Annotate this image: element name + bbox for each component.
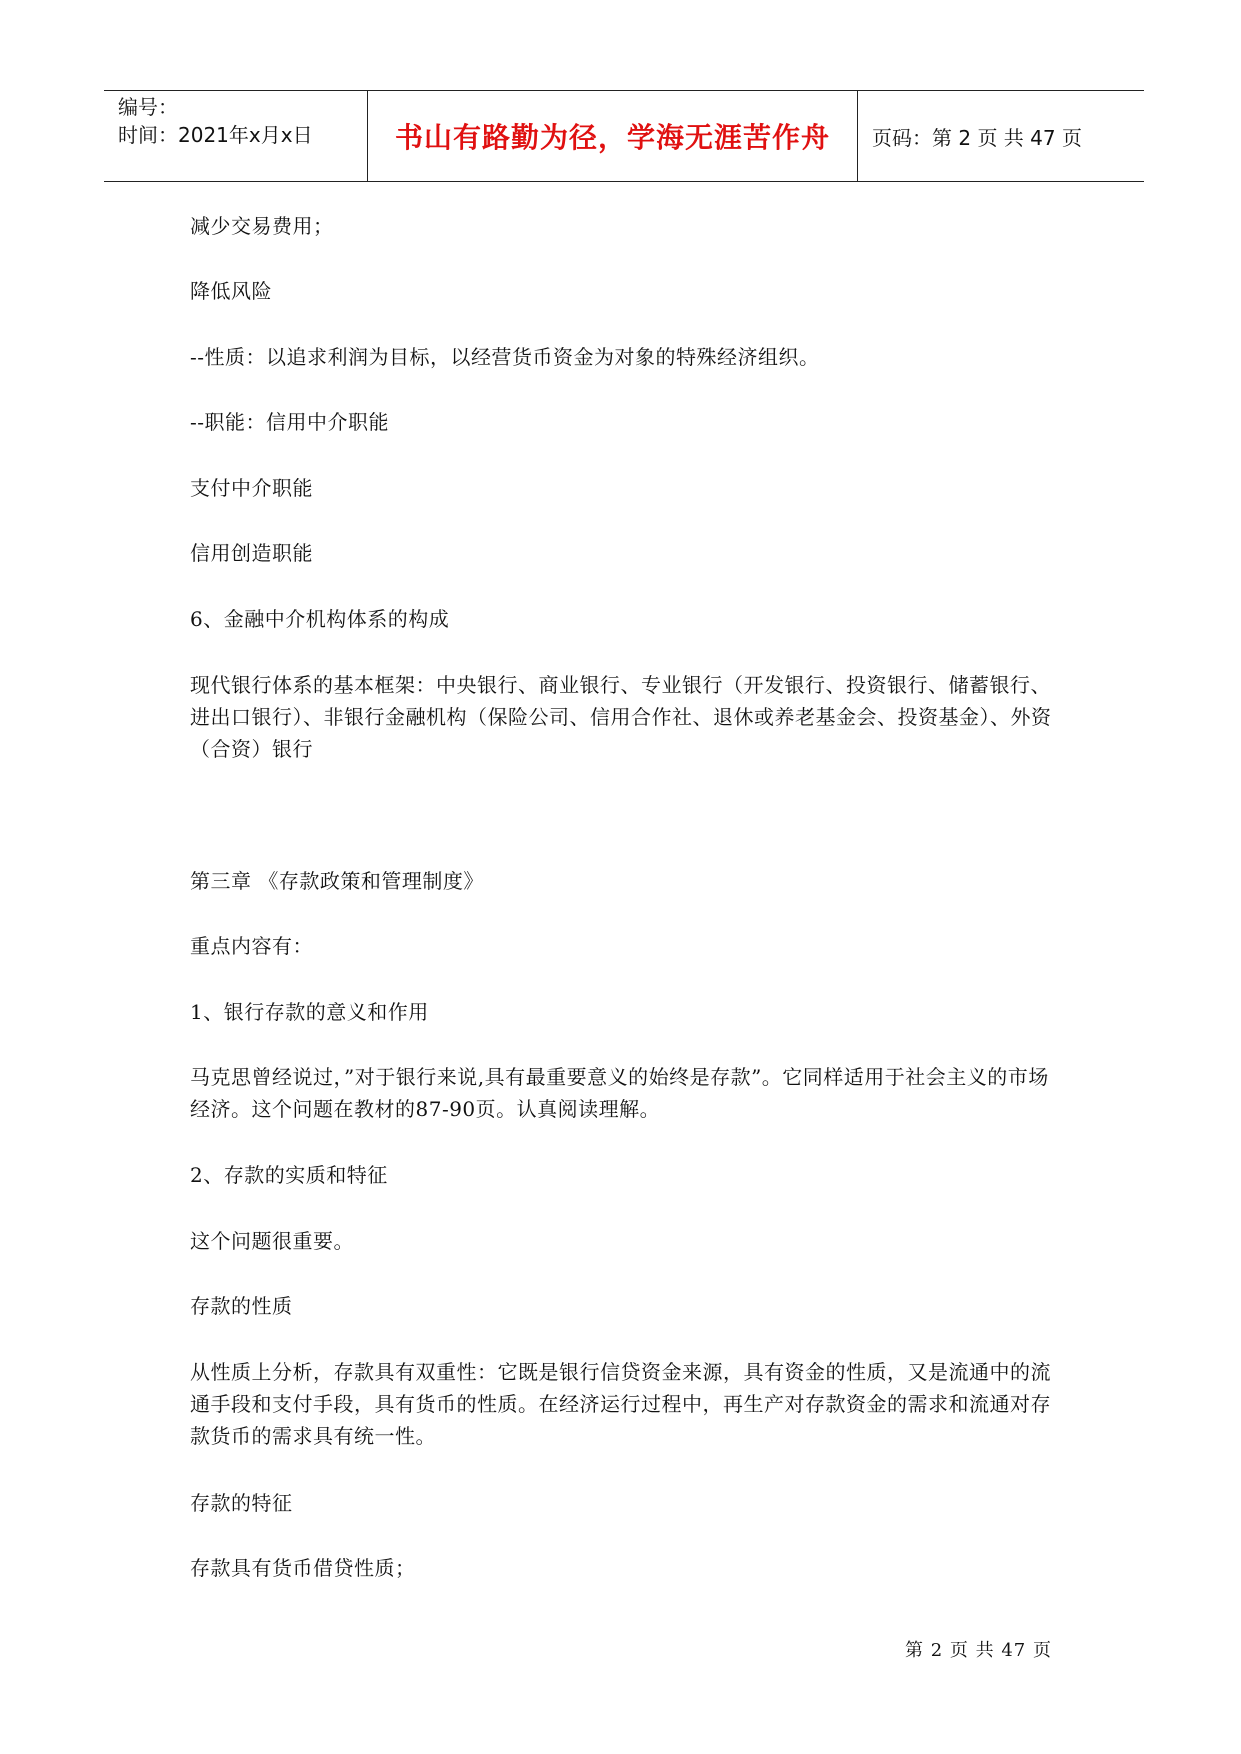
section-heading: 1、银行存款的意义和作用	[190, 1000, 429, 1024]
chapter-title: 第三章 《存款政策和管理制度》	[190, 869, 484, 893]
page-footer: 第 2 页 共 47 页	[905, 1640, 1052, 1661]
body-paragraph: 减少交易费用；	[190, 214, 334, 238]
section-heading: 2、存款的实质和特征	[190, 1163, 388, 1187]
section-heading: 6、金融中介机构体系的构成	[190, 607, 450, 631]
body-paragraph: --性质：以追求利润为目标，以经营货币资金为对象的特殊经济组织。	[190, 345, 820, 369]
header-page-cell	[858, 91, 1144, 181]
motto-text: 书山有路勤为径，学海无涯苦作舟	[394, 121, 830, 154]
body-paragraph: --职能：信用中介职能	[190, 410, 390, 434]
body-paragraph: 存款的特征	[190, 1491, 293, 1515]
body-paragraph: 信用创造职能	[190, 541, 313, 565]
body-paragraph: 支付中介职能	[190, 476, 313, 500]
body-paragraph: 降低风险	[190, 279, 272, 303]
body-paragraph: 重点内容有：	[190, 934, 313, 958]
document-header	[104, 90, 1144, 182]
header-info-cell	[104, 91, 368, 181]
body-paragraph: 这个问题很重要。	[190, 1229, 354, 1253]
body-paragraph: 马克思曾经说过，”对于银行来说,具有最重要意义的始终是存款”。它同样适用于社会主义的市场经济。这个问题在教材的87-90页。认真阅读理解。	[190, 1065, 1049, 1121]
body-paragraph: 存款具有货币借贷性质；	[190, 1556, 416, 1580]
body-paragraph: 现代银行体系的基本框架：中央银行、商业银行、专业银行（开发银行、投资银行、储蓄银行、进出口银行）、非银行金融机构（保险公司、信用合作社、退休或养老基金会、投资基金）、外资（合资）银行	[190, 673, 1052, 761]
document-time-label: 时间：2021年x月x日	[118, 123, 313, 147]
body-paragraph: 存款的性质	[190, 1294, 293, 1318]
document-number-label: 编号：	[118, 95, 178, 119]
header-page-number: 页码：第 2 页 共 47 页	[872, 125, 1082, 150]
body-paragraph: 从性质上分析，存款具有双重性：它既是银行信贷资金来源，具有资金的性质，又是流通中的流通手段和支付手段，具有货币的性质。在经济运行过程中，再生产对存款资金的需求和流通对存款货币的需求具有统一性。	[190, 1360, 1051, 1448]
header-motto-cell	[368, 91, 858, 181]
